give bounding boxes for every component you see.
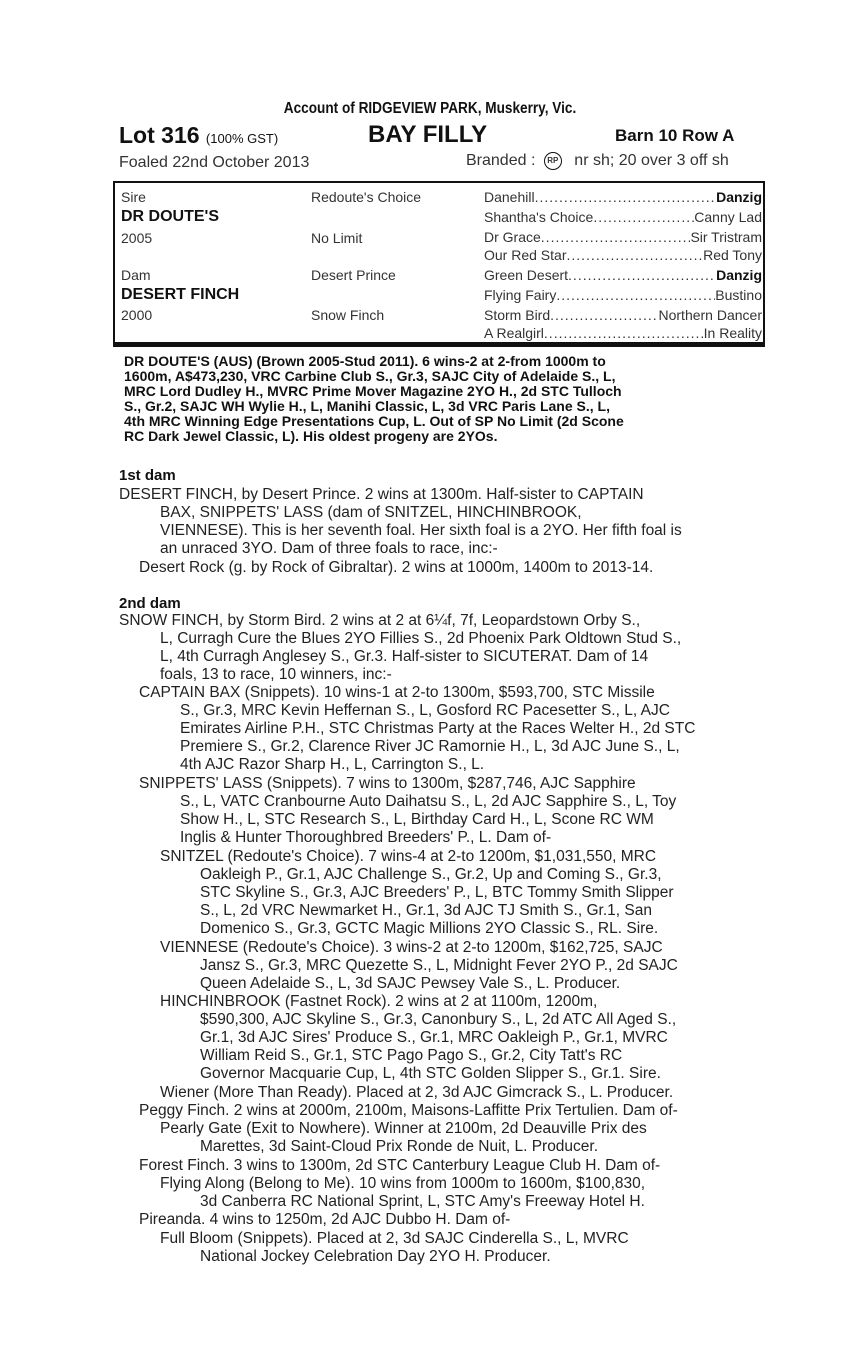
first-dam-line: an unraced 3YO. Dam of three foals to race, inc:- xyxy=(160,540,498,557)
ancestor-row: A Realgirl ..... In Reality xyxy=(484,325,762,341)
dam-label: Dam xyxy=(121,267,151,283)
foaled-date: Foaled 22nd October 2013 xyxy=(119,154,310,171)
first-dam-line: VIENNESE). This is her seventh foal. Her sixth foal is a 2YO. Her fifth foal is xyxy=(160,522,682,539)
ancestor-row: Shantha's Choice ..... Canny Lad xyxy=(484,209,762,225)
ancestor-row: Flying Fairy ..... Bustino xyxy=(484,287,762,303)
second-dam-line: S., L, VATC Cranbourne Auto Daihatsu S., L, 2d AJC Sapphire S., L, Toy xyxy=(180,793,677,810)
second-dam-line: Jansz S., Gr.3, MRC Quezette S., L, Midnight Fever 2YO P., 2d SAJC xyxy=(200,957,678,974)
sire-summary xyxy=(124,354,764,444)
lot-number: Lot 316 (100% GST) xyxy=(119,122,279,148)
second-dam-line: foals, 13 to race, 10 winners, inc:- xyxy=(160,666,392,683)
sire-summary-line: 1600m, A$473,230, VRC Carbine Club S., Gr.3, SAJC City of Adelaide S., L, xyxy=(124,368,616,384)
second-dam-line: SNITZEL (Redoute's Choice). 7 wins-4 at 2-to 1200m, $1,031,550, MRC xyxy=(160,848,657,865)
first-dam-heading: 1st dam xyxy=(119,467,176,484)
vendor-account: Account of RIDGEVIEW PARK, Muskerry, Vic. xyxy=(283,100,577,117)
second-dam-line: Flying Along (Belong to Me). 10 wins from 1000m to 1600m, $100,830, xyxy=(160,1175,646,1192)
barn-location: Barn 10 Row A xyxy=(615,126,735,145)
divider xyxy=(113,343,765,347)
second-dam-line: National Jockey Celebration Day 2YO H. Producer. xyxy=(200,1248,551,1265)
branded-detail: nr sh; 20 over 3 off sh xyxy=(574,152,729,170)
sire-summary-line: RC Dark Jewel Classic, L). His oldest progeny are 2YOs. xyxy=(124,428,498,444)
sire-summary-line: DR DOUTE'S (AUS) (Brown 2005-Stud 2011). 6 wins-2 at 2-from 1000m to xyxy=(124,353,606,369)
second-dam-line: VIENNESE (Redoute's Choice). 3 wins-2 at 2-to 1200m, $162,725, SAJC xyxy=(160,939,663,956)
second-dam-line: Domenico S., Gr.3, GCTC Magic Millions 2YO Classic S., RL. Sire. xyxy=(200,920,659,937)
branded-label: Branded : xyxy=(466,152,536,170)
first-dam-line: DESERT FINCH, by Desert Prince. 2 wins at 1300m. Half-sister to CAPTAIN xyxy=(119,486,644,503)
gst-note: (100% GST) xyxy=(205,131,279,146)
ancestor-row: Danehill ..... Danzig xyxy=(484,189,762,205)
dam-sire: Desert Prince xyxy=(311,267,396,283)
second-dam-line: L, Curragh Cure the Blues 2YO Fillies S., 2d Phoenix Park Oldtown Stud S., xyxy=(160,630,682,647)
second-dam-line: Wiener (More Than Ready). Placed at 2, 3d AJC Gimcrack S., L. Producer. xyxy=(160,1084,674,1101)
ancestor-row: Our Red Star ..... Red Tony xyxy=(484,247,762,263)
second-dam-line: SNIPPETS' LASS (Snippets). 7 wins to 1300m, $287,746, AJC Sapphire xyxy=(139,775,636,792)
second-dam-line: Oakleigh P., Gr.1, AJC Challenge S., Gr.2, Up and Coming S., Gr.3, xyxy=(200,866,662,883)
sire-sire: Redoute's Choice xyxy=(311,189,422,205)
second-dam-line: Pireanda. 4 wins to 1250m, 2d AJC Dubbo H. Dam of- xyxy=(139,1211,511,1228)
sire-summary-line: 4th MRC Winning Edge Presentations Cup, L. Out of SP No Limit (2d Scone xyxy=(124,413,624,429)
lot-title: BAY FILLY xyxy=(368,121,488,148)
second-dam-line: Premiere S., Gr.2, Clarence River JC Ramornie H., L, 3d AJC June S., L, xyxy=(180,738,680,755)
second-dam-line: Marettes, 3d Saint-Cloud Prix Ronde de Nuit, L. Producer. xyxy=(200,1138,599,1155)
sire-summary-line: S., Gr.2, SAJC WH Wylie H., L, Manihi Classic, L, 3d VRC Paris Lane S., L, xyxy=(124,398,610,414)
second-dam-line: CAPTAIN BAX (Snippets). 10 wins-1 at 2-to 1300m, $593,700, STC Missile xyxy=(139,684,655,701)
second-dam-line: 4th AJC Razor Sharp H., L, Carrington S., L. xyxy=(180,756,485,773)
second-dam-line: HINCHINBROOK (Fastnet Rock). 2 wins at 2 at 1100m, 1200m, xyxy=(160,993,598,1010)
second-dam-line: L, 4th Curragh Anglesey S., Gr.3. Half-sister to SICUTERAT. Dam of 14 xyxy=(160,648,649,665)
dam-dam: Snow Finch xyxy=(311,307,385,323)
second-dam-line: 3d Canberra RC National Sprint, L, STC Amy's Freeway Hotel H. xyxy=(200,1193,645,1210)
dam-name: DESERT FINCH xyxy=(121,286,240,303)
ancestor-row: Storm Bird ..... Northern Dancer xyxy=(484,307,762,323)
second-dam-line: Pearly Gate (Exit to Nowhere). Winner at 2100m, 2d Deauville Prix des xyxy=(160,1120,647,1137)
sire-year: 2005 xyxy=(121,230,153,246)
second-dam-line: S., Gr.3, MRC Kevin Heffernan S., L, Gosford RC Pacesetter S., L, AJC xyxy=(180,702,670,719)
second-dam-line: Governor Macquarie Cup, L, 4th STC Golden Slipper S., Gr.1. Sire. xyxy=(200,1065,661,1082)
second-dam-line: SNOW FINCH, by Storm Bird. 2 wins at 2 at 6¼f, 7f, Leopardstown Orby S., xyxy=(119,612,641,629)
second-dam-line: STC Skyline S., Gr.3, AJC Breeders' P., L, BTC Tommy Smith Slipper xyxy=(200,884,674,901)
pedigree-table xyxy=(113,181,765,344)
second-dam-line: Peggy Finch. 2 wins at 2000m, 2100m, Maisons-Laffitte Prix Tertulien. Dam of- xyxy=(139,1102,678,1119)
second-dam-line: Inglis & Hunter Thoroughbred Breeders' P., L. Dam of- xyxy=(180,829,552,846)
dam-year: 2000 xyxy=(121,307,153,323)
sire-summary-line: MRC Lord Dudley H., MVRC Prime Mover Magazine 2YO H., 2d STC Tulloch xyxy=(124,383,622,399)
sire-dam: No Limit xyxy=(311,230,363,246)
first-dam-line: BAX, SNIPPETS' LASS (dam of SNITZEL, HINCHINBROOK, xyxy=(160,504,582,521)
second-dam-line: $590,300, AJC Skyline S., Gr.3, Canonbury S., L, 2d ATC All Aged S., xyxy=(200,1011,677,1028)
first-dam-line: Desert Rock (g. by Rock of Gibraltar). 2 wins at 1000m, 1400m to 2013-14. xyxy=(139,559,654,576)
second-dam-line: Forest Finch. 3 wins to 1300m, 2d STC Canterbury League Club H. Dam of- xyxy=(139,1157,661,1174)
second-dam-line: Show H., L, STC Research S., L, Birthday Card H., L, Scone RC WM xyxy=(180,811,654,828)
second-dam-line: Full Bloom (Snippets). Placed at 2, 3d SAJC Cinderella S., L, MVRC xyxy=(160,1230,629,1247)
ancestor-row: Green Desert ..... Danzig xyxy=(484,267,762,283)
second-dam-line: Gr.1, 3d AJC Sires' Produce S., Gr.1, MRC Oakleigh P., Gr.1, MVRC xyxy=(200,1029,668,1046)
second-dam-line: Emirates Airline P.H., STC Christmas Party at the Races Welter H., 2d STC xyxy=(180,720,696,737)
second-dam-line: William Reid S., Gr.1, STC Pago Pago S., Gr.2, City Tatt's RC xyxy=(200,1047,623,1064)
second-dam-line: Queen Adelaide S., L, 3d SAJC Pewsey Vale S., L. Producer. xyxy=(200,975,621,992)
ancestor-row: Dr Grace ..... Sir Tristram xyxy=(484,229,762,245)
second-dam-line: S., L, 2d VRC Newmarket H., Gr.1, 3d AJC TJ Smith S., Gr.1, San xyxy=(200,902,652,919)
sire-label: Sire xyxy=(121,189,146,205)
brand-mark-icon: RP xyxy=(544,152,562,170)
sire-name: DR DOUTE'S xyxy=(121,208,220,225)
branded-info xyxy=(466,152,729,170)
second-dam-heading: 2nd dam xyxy=(119,595,181,612)
